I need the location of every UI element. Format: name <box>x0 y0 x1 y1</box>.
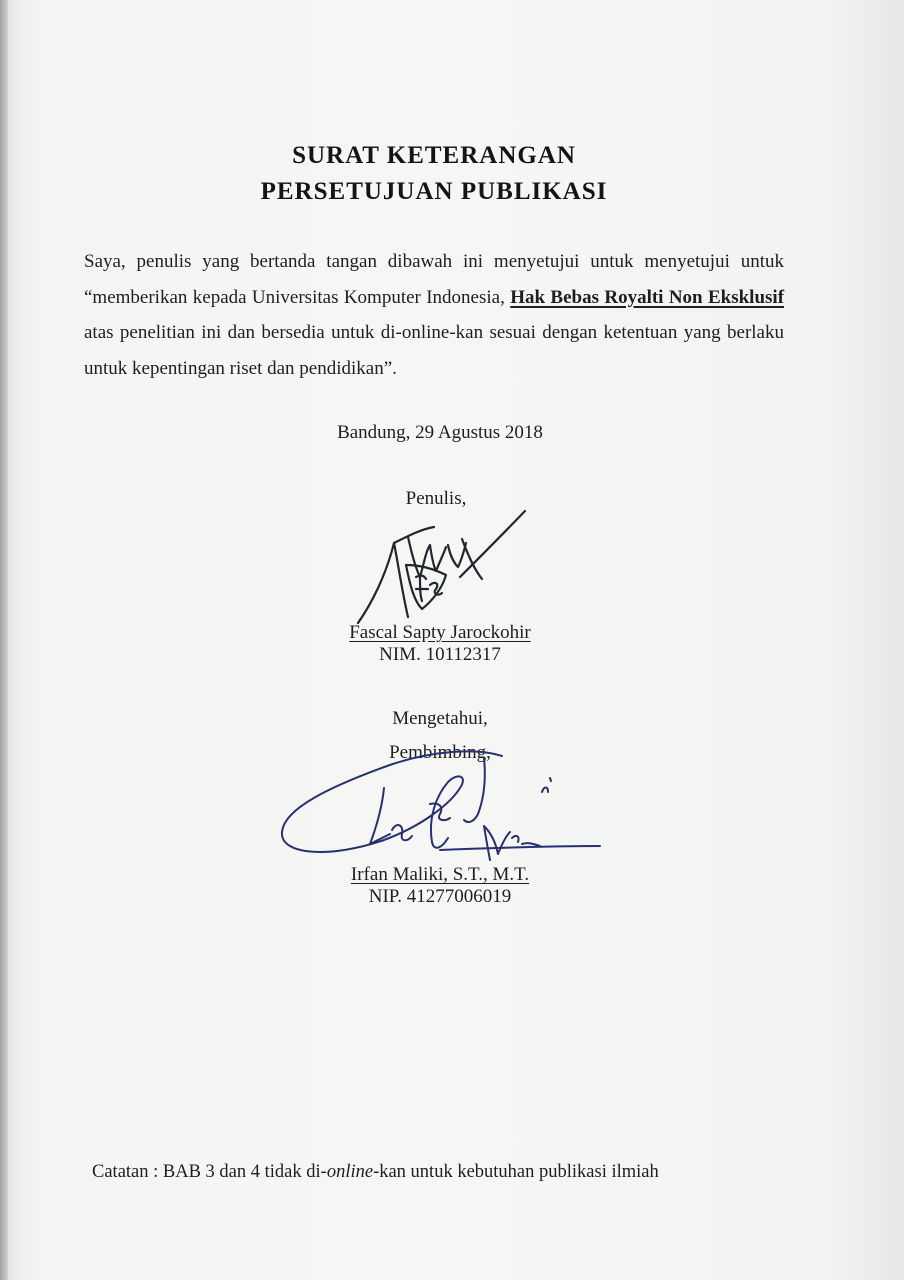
author-nim: NIM. 10112317 <box>379 644 501 665</box>
supervisor-signature <box>272 748 612 878</box>
consent-text-part2: atas penelitian ini dan bersedia untuk di-online-kan sesuai dengan ketentuan yang berlaku untuk kepentingan riset dan pendidikan”. <box>84 322 784 379</box>
document-title-line1: SURAT KETERANGAN <box>292 142 576 169</box>
license-term: Hak Bebas Royalti Non Eksklusif <box>510 286 785 308</box>
footnote <box>92 1162 659 1183</box>
footnote-suffix: -kan untuk kebutuhan publikasi ilmiah <box>373 1162 659 1182</box>
supervisor-nip: NIP. 41277006019 <box>368 886 512 907</box>
author-role-label: Penulis, <box>405 488 467 509</box>
footnote-emphasis: online <box>326 1162 374 1182</box>
footnote-prefix: Catatan : BAB 3 dan 4 tidak di- <box>92 1162 327 1182</box>
consent-paragraph <box>84 244 784 386</box>
consent-text-part1: Saya, penulis yang bertanda tangan dibawah ini menyetujui untuk menyetujui untuk “memberikan kepada Universitas Komputer Indonesia, <box>84 251 784 308</box>
supervisor-name: Irfan Maliki, S.T., M.T. <box>350 864 530 885</box>
document-title-line2: PERSETUJUAN PUBLIKASI <box>260 178 608 205</box>
author-name: Fascal Sapty Jarockohir <box>349 622 531 643</box>
supervisor-role-label: Pembimbing, <box>389 742 491 763</box>
place-date: Bandung, 29 Agustus 2018 <box>337 422 543 443</box>
acknowledgement-label: Mengetahui, <box>392 708 488 729</box>
author-signature <box>350 505 550 635</box>
